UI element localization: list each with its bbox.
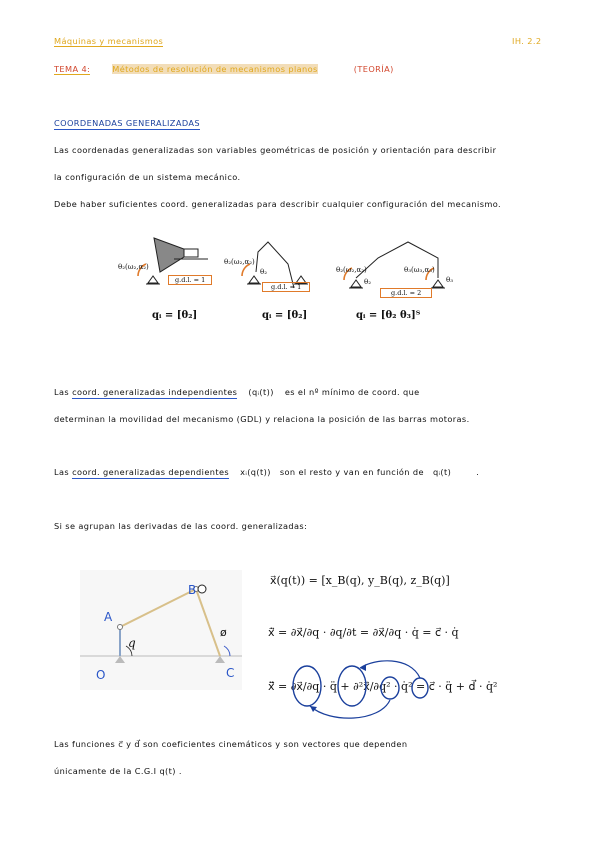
paragraph1-line3: Debe haber suficientes coord. generalizadas para describir cualquier configuración del mecanismo. [54,199,502,209]
mech3-gdl: g.d.l. = 2 [380,288,432,298]
conclusion-line2: únicamente de la C.G.I q(t) . [54,766,182,776]
section-heading: COORDENADAS GENERALIZADAS [54,118,200,128]
independent-term: coord. generalizadas independientes [72,387,238,397]
mechanism-3 [344,242,445,288]
mech2-coord-label: θ₂(ω₂,α₂) [224,258,255,266]
mech3-theta2: θ₃ [446,276,454,284]
mech2-theta: θ₂ [260,268,268,276]
equation-3: ẍ⃗ = ∂x⃗/∂q · q̈ + ∂²x⃗/∂q² · q̇² = c⃗ · q̈ + d⃗ · q̇² [268,680,498,693]
equation-2: ẋ⃗ = ∂x⃗/∂q · ∂q/∂t = ∂x⃗/∂q · q̇ = c⃗ · q̇ [268,626,459,639]
derivatives-text: Si se agrupan las derivadas de las coord. generalizadas: [54,521,308,531]
conclusion-line1: Las funciones c⃗ y d⃗ son coeficientes cinemáticos y son vectores que dependen [54,739,408,749]
independent-line1: Las coord. generalizadas independientes (qᵢ(t)) es el nº mínimo de coord. que [54,387,420,397]
paragraph1-line1: Las coordenadas generalizadas son variables geométricas de posición y orientación para describir [54,145,497,155]
course-title: Máquinas y mecanismos [54,36,164,46]
mech1-caption: qᵢ = [θ₂] [152,310,198,321]
independent-line2: determinan la movilidad del mecanismo (GDL) y relaciona la posición de las barras motoras. [54,414,470,424]
mech3-caption: qᵢ = [θ₂ θ₃]ᵀ [356,310,421,321]
topic-title: Métodos de resolución de mecanismos planos [112,64,318,74]
point-c-label: C [226,666,235,680]
mech1-coord-label: θ₂(ω₂,α₂) [118,263,149,271]
angle-q-label: q [128,636,136,650]
topic-tag: (TEORÍA) [353,64,394,74]
topic-line [54,64,394,74]
point-o-label: O [96,668,106,682]
mechanisms-figure [108,232,460,328]
topic-label: TEMA 4: [54,64,91,74]
independent-symbol: (qᵢ(t)) [248,387,274,397]
page-number: IH. 2.2 [512,36,542,46]
point-a-label: A [104,610,113,624]
paragraph1-line2: la configuración de un sistema mecánico. [54,172,241,182]
dependent-line: Las coord. generalizadas dependientes xᵢ(q(t)) son el resto y van en función de qᵢ(t) . [54,467,480,477]
equation-1: x⃗(q(t)) = [x_B(q), y_B(q), z_B(q)] [270,574,450,587]
mech1-gdl: g.d.l. = 1 [168,275,212,285]
angle-phi-label: ø [220,626,227,639]
dependent-symbol2: qᵢ(t) [432,467,452,477]
point-b-label: B [188,583,197,597]
mech3-coord-label1: θ₂(ω₂,α₂) [336,266,367,274]
mech2-gdl: g.d.l. = 1 [262,282,310,292]
mech2-caption: qᵢ = [θ₂] [262,310,308,321]
mech3-theta1: θ₂ [364,278,372,286]
dependent-symbol: xᵢ(q(t)) [240,467,271,477]
dependent-term: coord. generalizadas dependientes [72,467,230,477]
mech3-coord-label2: θ₃(ω₃,α₃) [404,266,435,274]
crank-figure [80,570,242,690]
equation-annotations [280,656,450,726]
